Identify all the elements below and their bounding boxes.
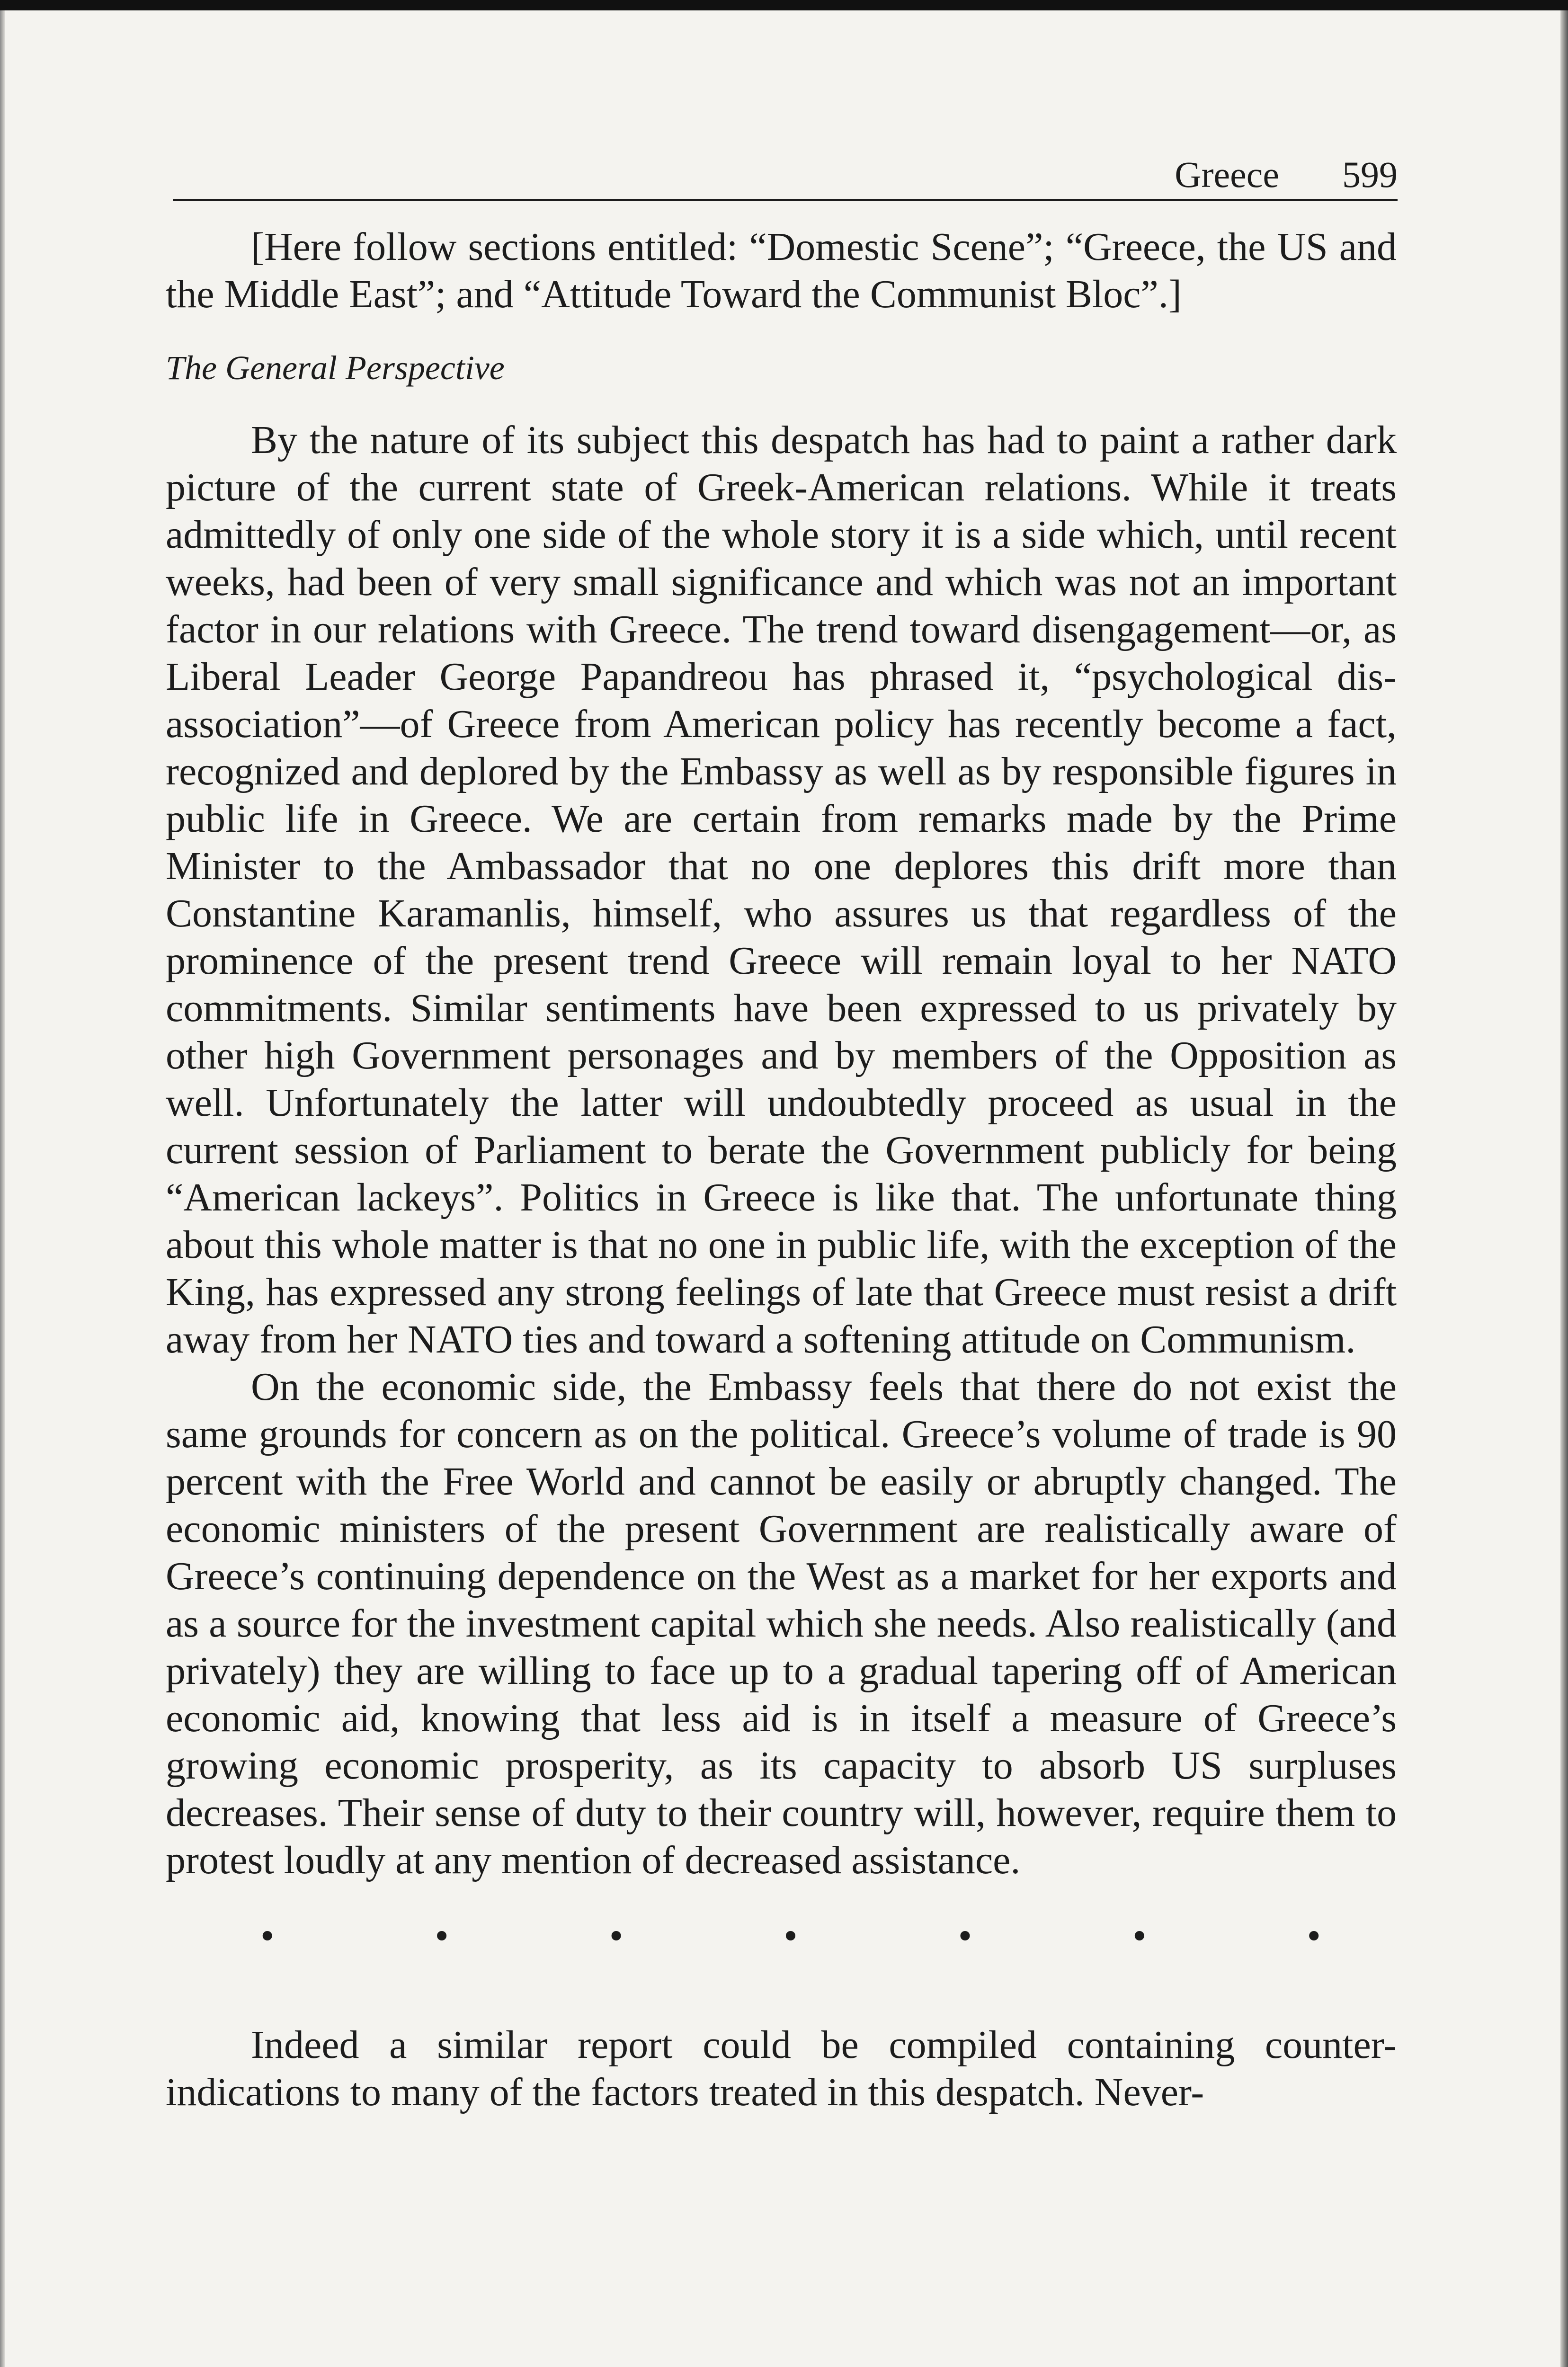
ellipsis-dot: • (1132, 1914, 1147, 1958)
paragraph-political: By the nature of its subject this despatch has had to paint a rather dark picture of the current state of Greek-American relations. While it treats admittedly of only one side of the whole story it is a side which, until recent weeks, had been of very small significance and which was not an important factor in our relations with Greece. The trend toward disengagement—or, as Liberal Leader George Papandreou has phrased it, “psychological dis-association”—of Greece from American policy has recently become a fact, recognized and deplored by the Embassy as well as by responsible figures in public life in Greece. We are certain from remarks made by the Prime Minister to the Ambassador that no one deplores this drift more than Constantine Karamanlis, himself, who assures us that regardless of the prominence of the present trend Greece will remain loyal to her NATO commitments. Similar sentiments have been expressed to us privately by other high Government personages and by members of the Opposition as well. Unfortunately the latter will undoubtedly proceed as usual in the current session of Parliament to berate the Government publicly for being “American lackeys”. Politics in Greece is like that. The unfortunate thing about this whole matter is that no one in public life, with the exception of the King, has expressed any strong feelings of late that Greece must resist a drift away from her NATO ties and toward a softening attitude on Communism. (166, 418, 1397, 1361)
section-heading: The General Perspective (166, 349, 505, 387)
paragraph-closing: Indeed a similar report could be compiled containing counter-indications to many of the factors treated in this despatch. Never- (166, 2023, 1397, 2114)
ellipsis-dots (166, 1913, 1397, 1960)
editorial-note: [Here follow sections entitled: “Domestic Scene”; “Greece, the US and the Middle East”; and “Attitude Toward the Communist Bloc”.] (166, 225, 1397, 316)
page-number: 599 (1342, 154, 1398, 195)
ellipsis-dot: • (260, 1914, 275, 1958)
ellipsis-dot: • (435, 1914, 449, 1958)
ellipsis-dot: • (1307, 1914, 1321, 1958)
running-head (173, 156, 1398, 201)
page-left-edge (0, 10, 5, 2367)
page-right-edge (1560, 10, 1568, 2367)
text-column (166, 223, 1397, 2116)
ellipsis-dot: • (784, 1914, 798, 1958)
page-top-border (0, 0, 1568, 10)
ellipsis-dot: • (609, 1914, 624, 1958)
running-title: Greece (1175, 154, 1279, 195)
paragraph-economic: On the economic side, the Embassy feels that there do not exist the same grounds for concern as on the political. Greece’s volume of trade is 90 percent with the Free World and cannot be easily or abruptly changed. The economic ministers of the present Government are realistically aware of Greece’s continuing dependence on the West as a market for her exports and as a source for the investment capital which she needs. Also realistically (and privately) they are willing to face up to a gradual tapering off of American economic aid, knowing that less aid is in itself a measure of Greece’s growing economic prosperity, as its capacity to absorb US surpluses decreases. Their sense of duty to their country will, however, require them to protest loudly at any mention of decreased assistance. (166, 1365, 1397, 1882)
ellipsis-dot: • (958, 1914, 972, 1958)
